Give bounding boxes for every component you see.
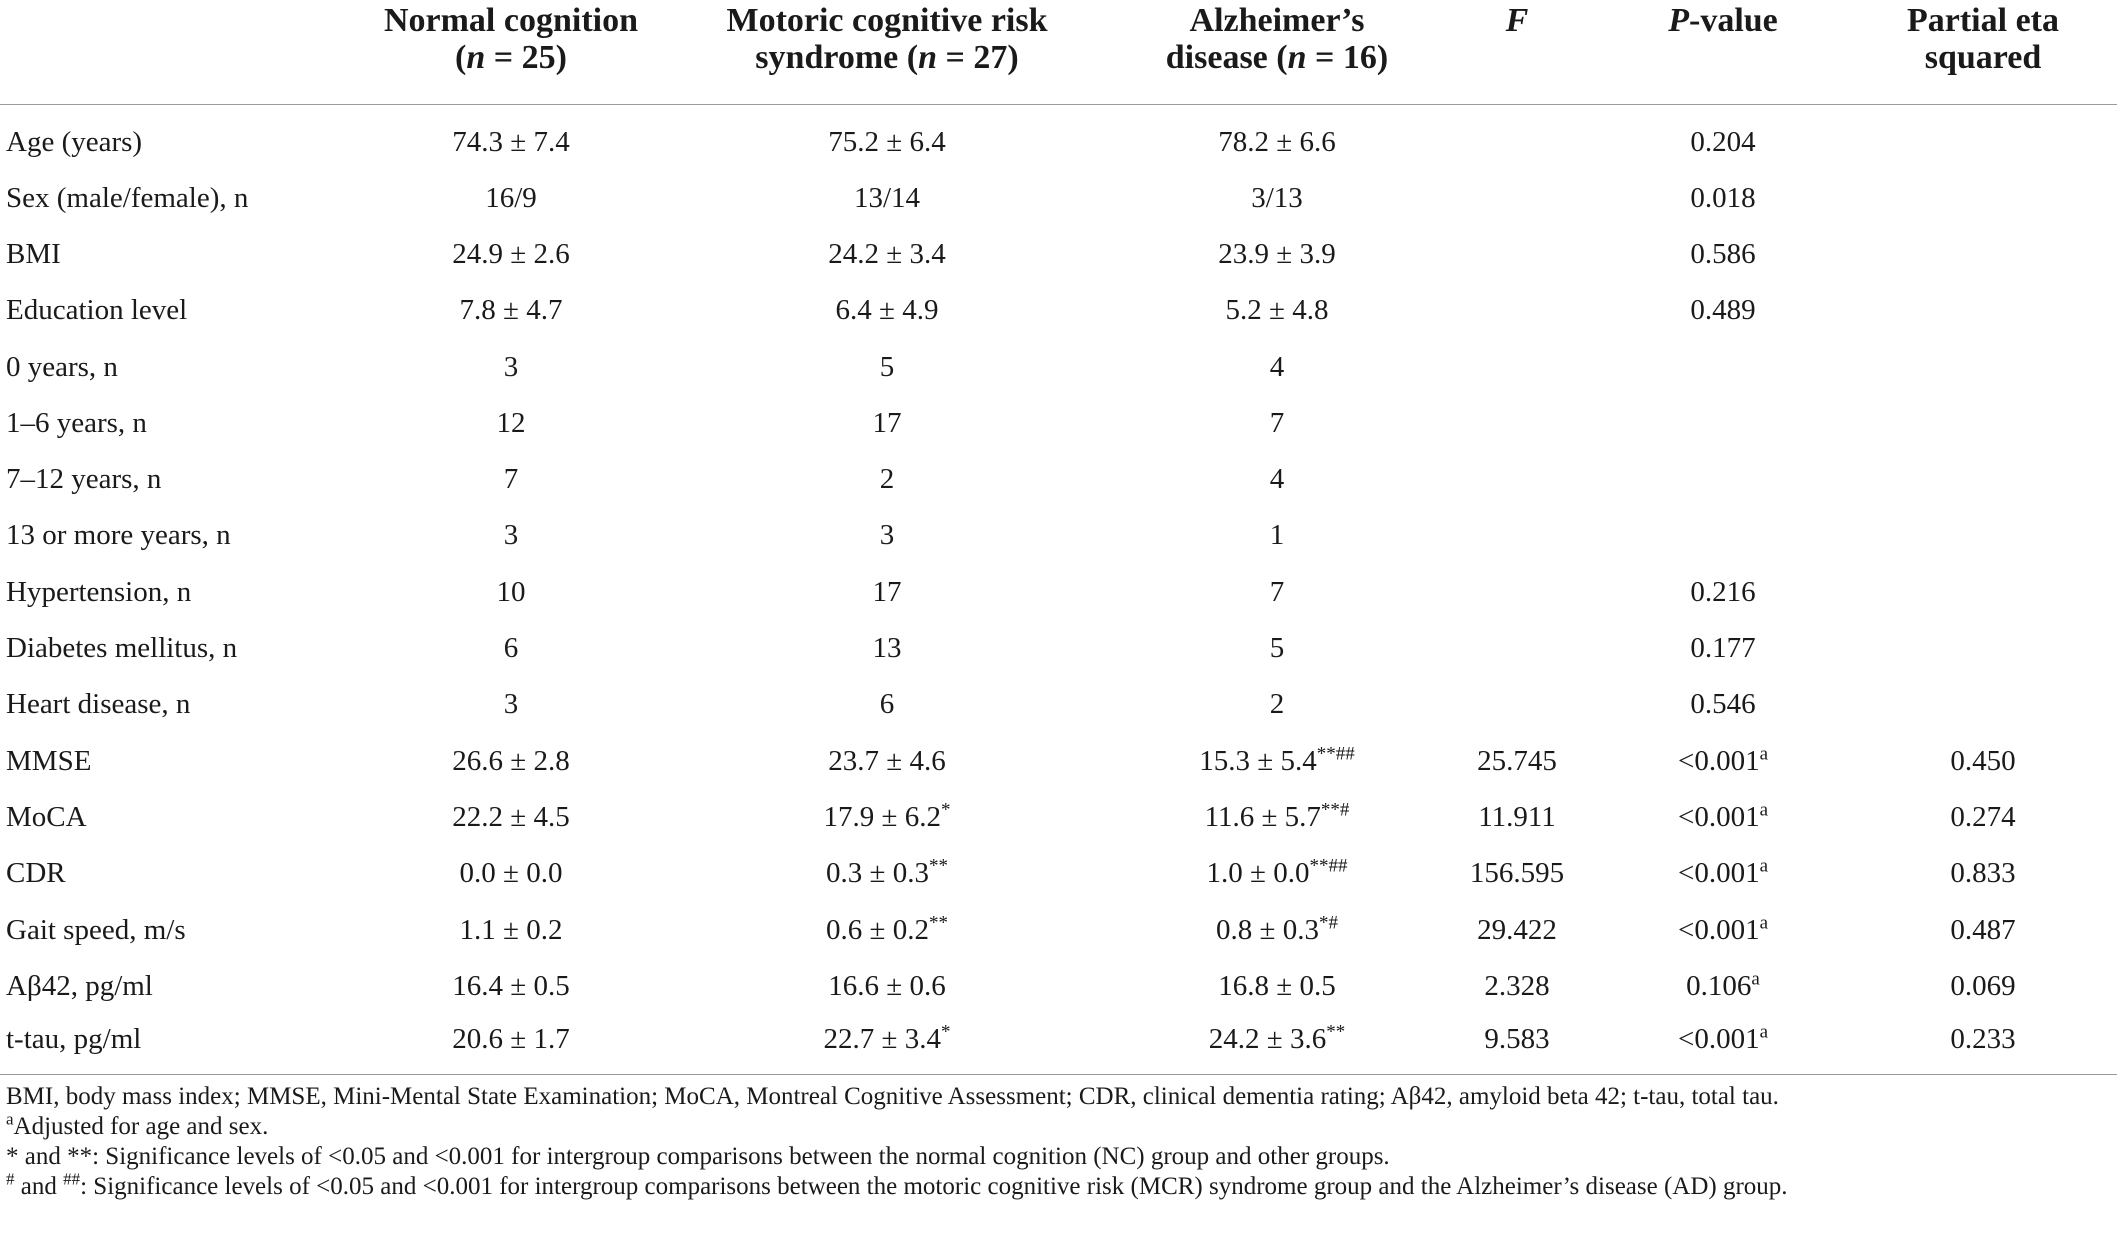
f-cell [1437, 104, 1597, 170]
row-label: 7–12 years, n [6, 463, 162, 496]
mcr-cell: 2 [879, 463, 895, 496]
partial-eta-cell: 0.069 [1950, 969, 2016, 1002]
header-f: F [1437, 0, 1597, 104]
normal-cognition-cell: 74.3 ± 7.4 [452, 125, 570, 158]
mcr-cell: 17 [872, 575, 902, 608]
header-p-value: P-value [1597, 0, 1849, 104]
normal-cognition-cell: 6 [503, 632, 519, 665]
partial-eta-cell [1849, 677, 2117, 733]
partial-eta-cell [1849, 104, 2117, 170]
table-row [0, 104, 2117, 170]
p-value-cell: <0.001$^a$ [1677, 742, 1769, 777]
mcr-cell: 0.3 ± 0.3** [826, 855, 948, 890]
p-value-cell: 0.106$^a$ [1686, 968, 1760, 1002]
mcr-cell: 5 [879, 350, 895, 383]
f-cell [1437, 677, 1597, 733]
header-mcr-syndrome: Motoric cognitive risk syndrome (n = 27) [657, 0, 1117, 104]
f-cell [1437, 170, 1597, 226]
alzheimers-cell: 2 [1269, 688, 1285, 721]
normal-cognition-cell: 16/9 [485, 181, 537, 214]
row-label: CDR [6, 857, 66, 890]
normal-cognition-cell: 22.2 ± 4.5 [452, 800, 570, 833]
normal-cognition-cell: 3 [503, 350, 519, 383]
row-label: Education level [6, 294, 188, 327]
partial-eta-cell [1849, 283, 2117, 339]
p-value-cell: <0.001$^a$ [1677, 799, 1769, 833]
p-value-cell: 0.018 [1690, 181, 1756, 214]
table-row [0, 677, 2117, 733]
p-value-cell: <0.001$^a$ [1597, 1014, 1849, 1074]
mcr-cell: 16.6 ± 0.6 [828, 969, 946, 1002]
header-partial-eta: Partial eta squared [1849, 0, 2117, 104]
row-label: 13 or more years, n [6, 519, 231, 552]
normal-cognition-cell: 26.6 ± 2.8 [452, 744, 570, 777]
p-value-cell [1597, 395, 1849, 451]
p-value-cell: 0.586 [1690, 237, 1756, 270]
row-label: Sex (male/female), n [6, 181, 249, 214]
f-cell: 9.583 [1437, 1014, 1597, 1074]
header-alzheimers: Alzheimer’s disease (n = 16) [1117, 0, 1437, 104]
mcr-cell: 3 [879, 519, 895, 552]
p-value-cell: <0.001$^a$ [1677, 911, 1769, 946]
table-row [0, 733, 2117, 789]
table-row [0, 902, 2117, 958]
header-label-column [0, 0, 365, 104]
table-row [0, 564, 2117, 620]
table-header-row [0, 0, 2117, 104]
partial-eta-cell: 0.233 [1849, 1014, 2117, 1074]
table-row [0, 958, 2117, 1014]
row-label: Age (years) [6, 125, 143, 158]
normal-cognition-cell: 1.1 ± 0.2 [459, 913, 563, 946]
normal-cognition-cell: 10 [496, 575, 526, 608]
row-label: MMSE [6, 744, 92, 777]
alzheimers-cell: 0.8 ± 0.3*# [1216, 911, 1338, 946]
partial-eta-cell [1849, 451, 2117, 507]
normal-cognition-cell: 12 [496, 406, 526, 439]
p-value-cell [1597, 451, 1849, 507]
alzheimers-cell: 4 [1269, 463, 1285, 496]
alzheimers-cell: 78.2 ± 6.6 [1218, 125, 1336, 158]
normal-cognition-cell: 16.4 ± 0.5 [452, 969, 570, 1002]
alzheimers-cell: 24.2 ± 3.6** [1117, 1014, 1437, 1074]
partial-eta-cell [1849, 620, 2117, 676]
f-cell [1437, 451, 1597, 507]
f-cell: 25.745 [1477, 744, 1557, 777]
normal-cognition-cell: 3 [503, 519, 519, 552]
normal-cognition-cell: 0.0 ± 0.0 [459, 857, 563, 890]
p-value-cell [1597, 508, 1849, 564]
f-cell: 29.422 [1477, 913, 1557, 946]
row-label: Heart disease, n [6, 688, 191, 721]
normal-cognition-cell: 24.9 ± 2.6 [452, 237, 570, 270]
f-cell: 11.911 [1478, 800, 1556, 833]
p-value-cell: 0.204 [1690, 125, 1756, 158]
header-normal-cognition: Normal cognition (n = 25) [365, 0, 657, 104]
mcr-cell: 22.7 ± 3.4* [657, 1014, 1117, 1074]
p-value-cell: <0.001$^a$ [1677, 855, 1769, 890]
partial-eta-cell [1849, 339, 2117, 395]
row-label: 1–6 years, n [6, 406, 147, 439]
table-row [0, 339, 2117, 395]
table-row [0, 789, 2117, 845]
row-label: BMI [6, 237, 61, 270]
partial-eta-cell: 0.833 [1950, 857, 2016, 890]
normal-cognition-cell: 7 [503, 463, 519, 496]
partial-eta-cell [1849, 508, 2117, 564]
p-value-cell: 0.489 [1690, 294, 1756, 327]
partial-eta-cell [1849, 395, 2117, 451]
alzheimers-cell: 5 [1269, 632, 1285, 665]
p-value-cell [1597, 339, 1849, 395]
alzheimers-cell: 15.3 ± 5.4**## [1199, 742, 1355, 777]
alzheimers-cell: 4 [1269, 350, 1285, 383]
row-label: Aβ42, pg/ml [6, 969, 153, 1002]
partial-eta-cell [1849, 564, 2117, 620]
normal-cognition-cell: 3 [503, 688, 519, 721]
table-row [0, 1014, 2117, 1074]
f-cell [1437, 564, 1597, 620]
p-value-cell: 0.177 [1690, 632, 1756, 665]
p-value-cell: 0.546 [1690, 688, 1756, 721]
alzheimers-cell: 5.2 ± 4.8 [1225, 294, 1329, 327]
f-cell [1437, 508, 1597, 564]
partial-eta-cell: 0.274 [1950, 800, 2016, 833]
mcr-cell: 23.7 ± 4.6 [828, 744, 946, 777]
partial-eta-cell [1849, 170, 2117, 226]
normal-cognition-cell: 20.6 ± 1.7 [365, 1014, 657, 1074]
normal-cognition-cell: 7.8 ± 4.7 [459, 294, 563, 327]
alzheimers-cell: 23.9 ± 3.9 [1218, 237, 1336, 270]
mcr-cell: 24.2 ± 3.4 [828, 237, 946, 270]
f-cell: 156.595 [1469, 857, 1565, 890]
mcr-cell: 6.4 ± 4.9 [835, 294, 939, 327]
partial-eta-cell: 0.487 [1950, 913, 2016, 946]
alzheimers-cell: 1.0 ± 0.0**## [1206, 855, 1348, 890]
alzheimers-cell: 7 [1269, 406, 1285, 439]
table-row [0, 846, 2117, 902]
f-cell [1437, 283, 1597, 339]
mcr-cell: 13/14 [853, 181, 921, 214]
f-cell: 2.328 [1484, 969, 1550, 1002]
row-label: Hypertension, n [6, 575, 192, 608]
f-cell [1437, 395, 1597, 451]
footnote-adjusted: $^a$Adjusted for age and sex. [6, 1109, 269, 1140]
f-cell [1437, 620, 1597, 676]
table-row [0, 395, 2117, 451]
alzheimers-cell: 7 [1269, 575, 1285, 608]
alzheimers-cell: 1 [1269, 519, 1285, 552]
row-label: Gait speed, m/s [6, 913, 186, 946]
mcr-cell: 6 [879, 688, 895, 721]
footnote-abbreviations: BMI, body mass index; MMSE, Mini-Mental State Examination; MoCA, Montreal Cognitive Assessment; CDR, clinical dementia rating; Aβ42, amyloid beta 42; t-tau, total tau. [6, 1083, 1779, 1110]
row-label: MoCA [6, 800, 87, 833]
mcr-cell: 17 [872, 406, 902, 439]
table-row [0, 451, 2117, 507]
footnote-hash: # and ##: Significance levels of <0.05 and <0.001 for intergroup comparisons between the motoric cognitive risk (MCR) syndrome group and the Alzheimer’s disease (AD) group. [6, 1169, 1788, 1200]
row-label: Diabetes mellitus, n [6, 632, 238, 665]
row-label: 0 years, n [6, 350, 118, 383]
mcr-cell: 17.9 ± 6.2* [823, 799, 951, 833]
row-label: t-tau, pg/ml [0, 1014, 365, 1074]
p-value-cell: 0.216 [1690, 575, 1756, 608]
mcr-cell: 75.2 ± 6.4 [828, 125, 946, 158]
table-row [0, 170, 2117, 226]
table-row [0, 226, 2117, 282]
alzheimers-cell: 16.8 ± 0.5 [1218, 969, 1336, 1002]
f-cell [1437, 226, 1597, 282]
partial-eta-cell: 0.450 [1950, 744, 2016, 777]
table-row [0, 508, 2117, 564]
footnote-star: * and **: Significance levels of <0.05 and <0.001 for intergroup comparisons between the normal cognition (NC) group and other groups. [6, 1143, 1390, 1170]
table-footnotes [6, 1082, 2106, 1202]
table-row [0, 620, 2117, 676]
partial-eta-cell [1849, 226, 2117, 282]
f-cell [1437, 339, 1597, 395]
table-row [0, 283, 2117, 339]
alzheimers-cell: 11.6 ± 5.7**# [1204, 799, 1350, 833]
alzheimers-cell: 3/13 [1251, 181, 1303, 214]
mcr-cell: 0.6 ± 0.2** [826, 911, 948, 946]
mcr-cell: 13 [872, 632, 902, 665]
